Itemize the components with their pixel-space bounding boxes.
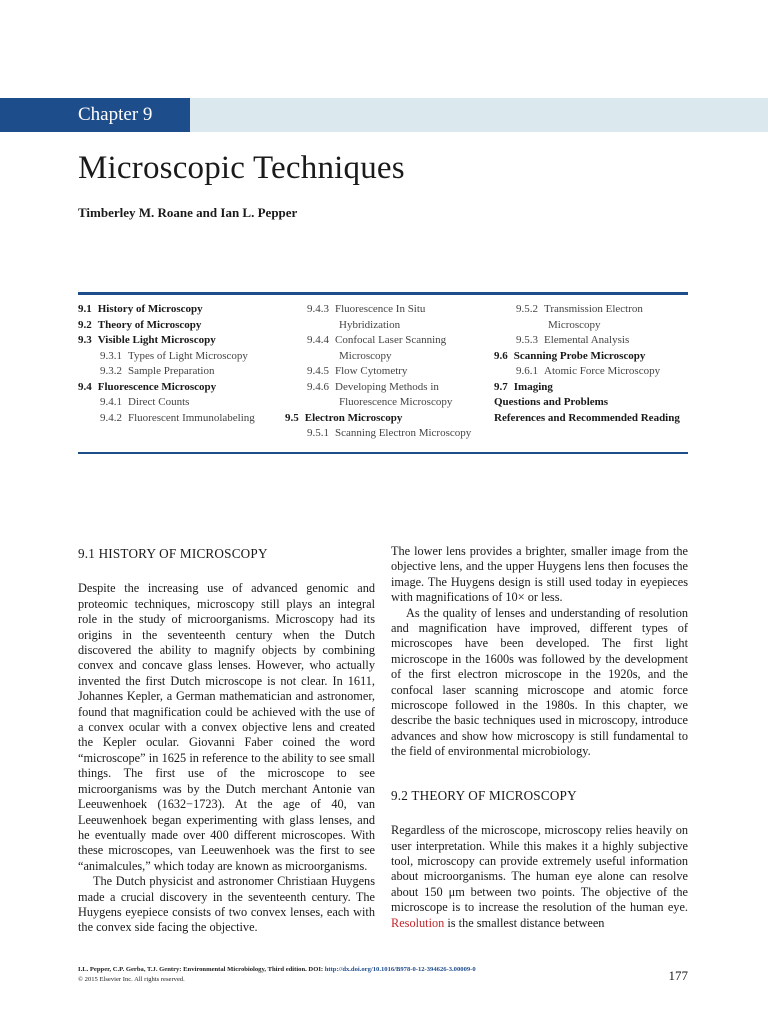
toc-item-label: Transmission Electron xyxy=(544,303,643,315)
toc-item[interactable] xyxy=(285,302,490,333)
toc-item[interactable] xyxy=(78,411,283,427)
toc-item-label: Imaging xyxy=(513,380,553,393)
toc-item-label: Scanning Electron Microscopy xyxy=(335,427,472,439)
toc-item-label-continued: Microscopy xyxy=(548,318,601,331)
toc-item[interactable] xyxy=(78,318,283,334)
toc-item-label: References and Recommended Reading xyxy=(494,411,680,424)
toc-item-number: 9.4.1 xyxy=(100,396,122,408)
chapter-label: Chapter 9 xyxy=(0,98,190,132)
toc-item-label: Developing Methods in xyxy=(335,380,439,393)
toc-item-label: Fluorescence In Situ xyxy=(335,303,426,315)
toc-item[interactable] xyxy=(78,333,283,349)
paragraph-text: is the smallest distance between xyxy=(444,915,605,930)
toc-column-2 xyxy=(285,302,490,442)
footer-copyright: © 2015 Elsevier Inc. All rights reserved. xyxy=(78,976,185,983)
toc-item[interactable] xyxy=(494,380,694,396)
toc-top-rule xyxy=(78,292,688,295)
toc-column-1 xyxy=(78,302,283,426)
section-heading-history: 9.1 HISTORY OF MICROSCOPY xyxy=(78,546,268,561)
doi-link[interactable]: http://dx.doi.org/10.1016/B978-0-12-394626-3.00009-0 xyxy=(324,966,476,973)
footer-citation: I.L. Pepper, C.P. Gerba, T.J. Gentry: Environmental Microbiology, Third edition. DOI: xyxy=(78,966,325,973)
paragraph: The lower lens provides a brighter, smaller image from the objective lens, and the upper Huygens lens then focuses the image. The Huygens design is still used today in eyepieces with magnifications of 10× or less. xyxy=(391,544,688,605)
toc-item[interactable] xyxy=(78,380,283,396)
toc-item-number: 9.4.6 xyxy=(307,380,329,393)
resolution-link[interactable]: Resolution xyxy=(391,915,445,930)
toc-item[interactable] xyxy=(285,380,490,411)
chapter-title: Microscopic Techniques xyxy=(78,150,405,186)
toc-item[interactable] xyxy=(494,411,694,427)
paragraph: As the quality of lenses and understanding of resolution and magnification have improved, different types of microscopes have been developed. The first light microscope in the 1600s was followed by the development of the first electron microscope in the 1920s, and the confocal laser scanning microscope and atomic force microscope followed in the 1980s. In this chapter, we describe the basic techniques used in microscopy, introduce advances and show how microscopy is still fundamental to the field of environmental microbiology. xyxy=(391,605,688,759)
toc-item[interactable] xyxy=(78,364,283,380)
paragraph-text: Regardless of the microscope, microscopy relies heavily on user interpretation. While this makes it a highly subjective tool, microscopy can provide extremely useful information about microorganisms. The human eye alone can resolve about 150 μm between two points. The objective of the microscope is to increase the resolution of the human eye. xyxy=(391,823,688,915)
toc-item-label: Questions and Problems xyxy=(494,396,609,408)
toc-item-number: 9.4.4 xyxy=(307,334,329,346)
body-column-left xyxy=(78,540,375,936)
toc-item[interactable] xyxy=(285,333,490,364)
toc-item[interactable] xyxy=(494,333,694,349)
toc-item-number: 9.7 xyxy=(494,380,508,393)
toc-item[interactable] xyxy=(78,349,283,365)
toc-item-label: History of Microscopy xyxy=(97,303,203,315)
toc-item[interactable] xyxy=(494,364,694,380)
toc-column-3 xyxy=(494,302,694,426)
toc-item[interactable] xyxy=(285,411,490,427)
paragraph: Despite the increasing use of advanced genomic and proteomic techniques, microscopy still plays an integral role in the study of microorganisms. Microscopy had its origins in the seventeenth century when the Dutch discovered the ability to magnify objects by combining convex and concave glass lenses. However, who actually invented the first Dutch microscope is not clear. In 1611, Johannes Kepler, a German mathematician and astronomer, found that magnification could be achieved with the use of a convex ocular with a convex objective lens and created the Kepler ocular. Giovanni Faber coined the word “microscope” in 1625 in reference to the ability to see small things. The first use of the microscope to see microorganisms was by the Dutch merchant Antonie van Leeuwenhoek (1632−1723). At the age of 40, van Leeuwenhoek began experimenting with glass lenses, and he eventually made over 400 different microscopes. With these microscopes, van Leeuwenhoek was the first to see “animalcules,” which today are known as microorganisms. xyxy=(78,581,375,873)
toc-item[interactable] xyxy=(78,395,283,411)
toc-item-number: 9.4 xyxy=(78,380,92,393)
toc-item-label: Scanning Probe Microscopy xyxy=(513,349,646,362)
toc-item[interactable] xyxy=(285,426,490,442)
toc-item-number: 9.3.2 xyxy=(100,365,122,377)
toc-item-label: Flow Cytometry xyxy=(335,365,408,377)
toc-item-label: Fluorescent Immunolabeling xyxy=(128,411,255,424)
paragraph: The Dutch physicist and astronomer Christiaan Huygens made a crucial discovery in the seventeenth century. The Huygens eyepiece consists of two convex lenses, each with the convex side facing the objective. xyxy=(78,874,375,935)
chapter-authors: Timberley M. Roane and Ian L. Pepper xyxy=(78,205,298,220)
toc-item-number: 9.5.3 xyxy=(516,334,538,346)
body-column-right xyxy=(391,544,688,931)
toc-item-number: 9.6 xyxy=(494,349,508,362)
toc-item-label: Sample Preparation xyxy=(128,365,215,377)
toc-item[interactable] xyxy=(78,302,283,318)
toc-item-label: Atomic Force Microscopy xyxy=(544,365,661,377)
toc-item-number: 9.4.3 xyxy=(307,303,329,315)
toc-item-number: 9.4.5 xyxy=(307,365,329,377)
toc-item-label: Electron Microscopy xyxy=(304,411,403,424)
section-heading-theory: 9.2 THEORY OF MICROSCOPY xyxy=(391,787,577,803)
toc-item-label: Confocal Laser Scanning xyxy=(335,334,447,346)
chapter-band xyxy=(0,98,768,132)
page-footer xyxy=(78,965,638,985)
toc-item-number: 9.4.2 xyxy=(100,411,122,424)
toc-bottom-rule xyxy=(78,452,688,454)
toc-item-number: 9.2 xyxy=(78,318,92,331)
toc-item-label-continued: Microscopy xyxy=(339,349,392,362)
toc-item[interactable] xyxy=(494,395,694,411)
toc-item-label: Theory of Microscopy xyxy=(97,318,202,331)
toc-item[interactable] xyxy=(494,302,694,333)
page-number: 177 xyxy=(668,968,688,983)
toc-item-number: 9.6.1 xyxy=(516,365,538,377)
paragraph xyxy=(391,823,688,931)
toc-item-label: Elemental Analysis xyxy=(544,334,630,346)
toc-item-label: Types of Light Microscopy xyxy=(128,349,248,362)
toc-item-number: 9.1 xyxy=(78,303,92,315)
toc-item-number: 9.5.2 xyxy=(516,303,538,315)
toc-item[interactable] xyxy=(494,349,694,365)
toc-item-label: Direct Counts xyxy=(128,396,190,408)
toc-item-label-continued: Hybridization xyxy=(339,318,401,331)
toc-item[interactable] xyxy=(285,364,490,380)
toc-item-label: Visible Light Microscopy xyxy=(97,334,216,346)
footer-reference xyxy=(78,965,638,975)
toc-item-number: 9.5 xyxy=(285,411,299,424)
toc-item-number: 9.3.1 xyxy=(100,349,122,362)
toc-item-number: 9.3 xyxy=(78,334,92,346)
toc-item-label-continued: Fluorescence Microscopy xyxy=(339,396,453,408)
toc-item-number: 9.5.1 xyxy=(307,427,329,439)
toc-item-label: Fluorescence Microscopy xyxy=(97,380,217,393)
